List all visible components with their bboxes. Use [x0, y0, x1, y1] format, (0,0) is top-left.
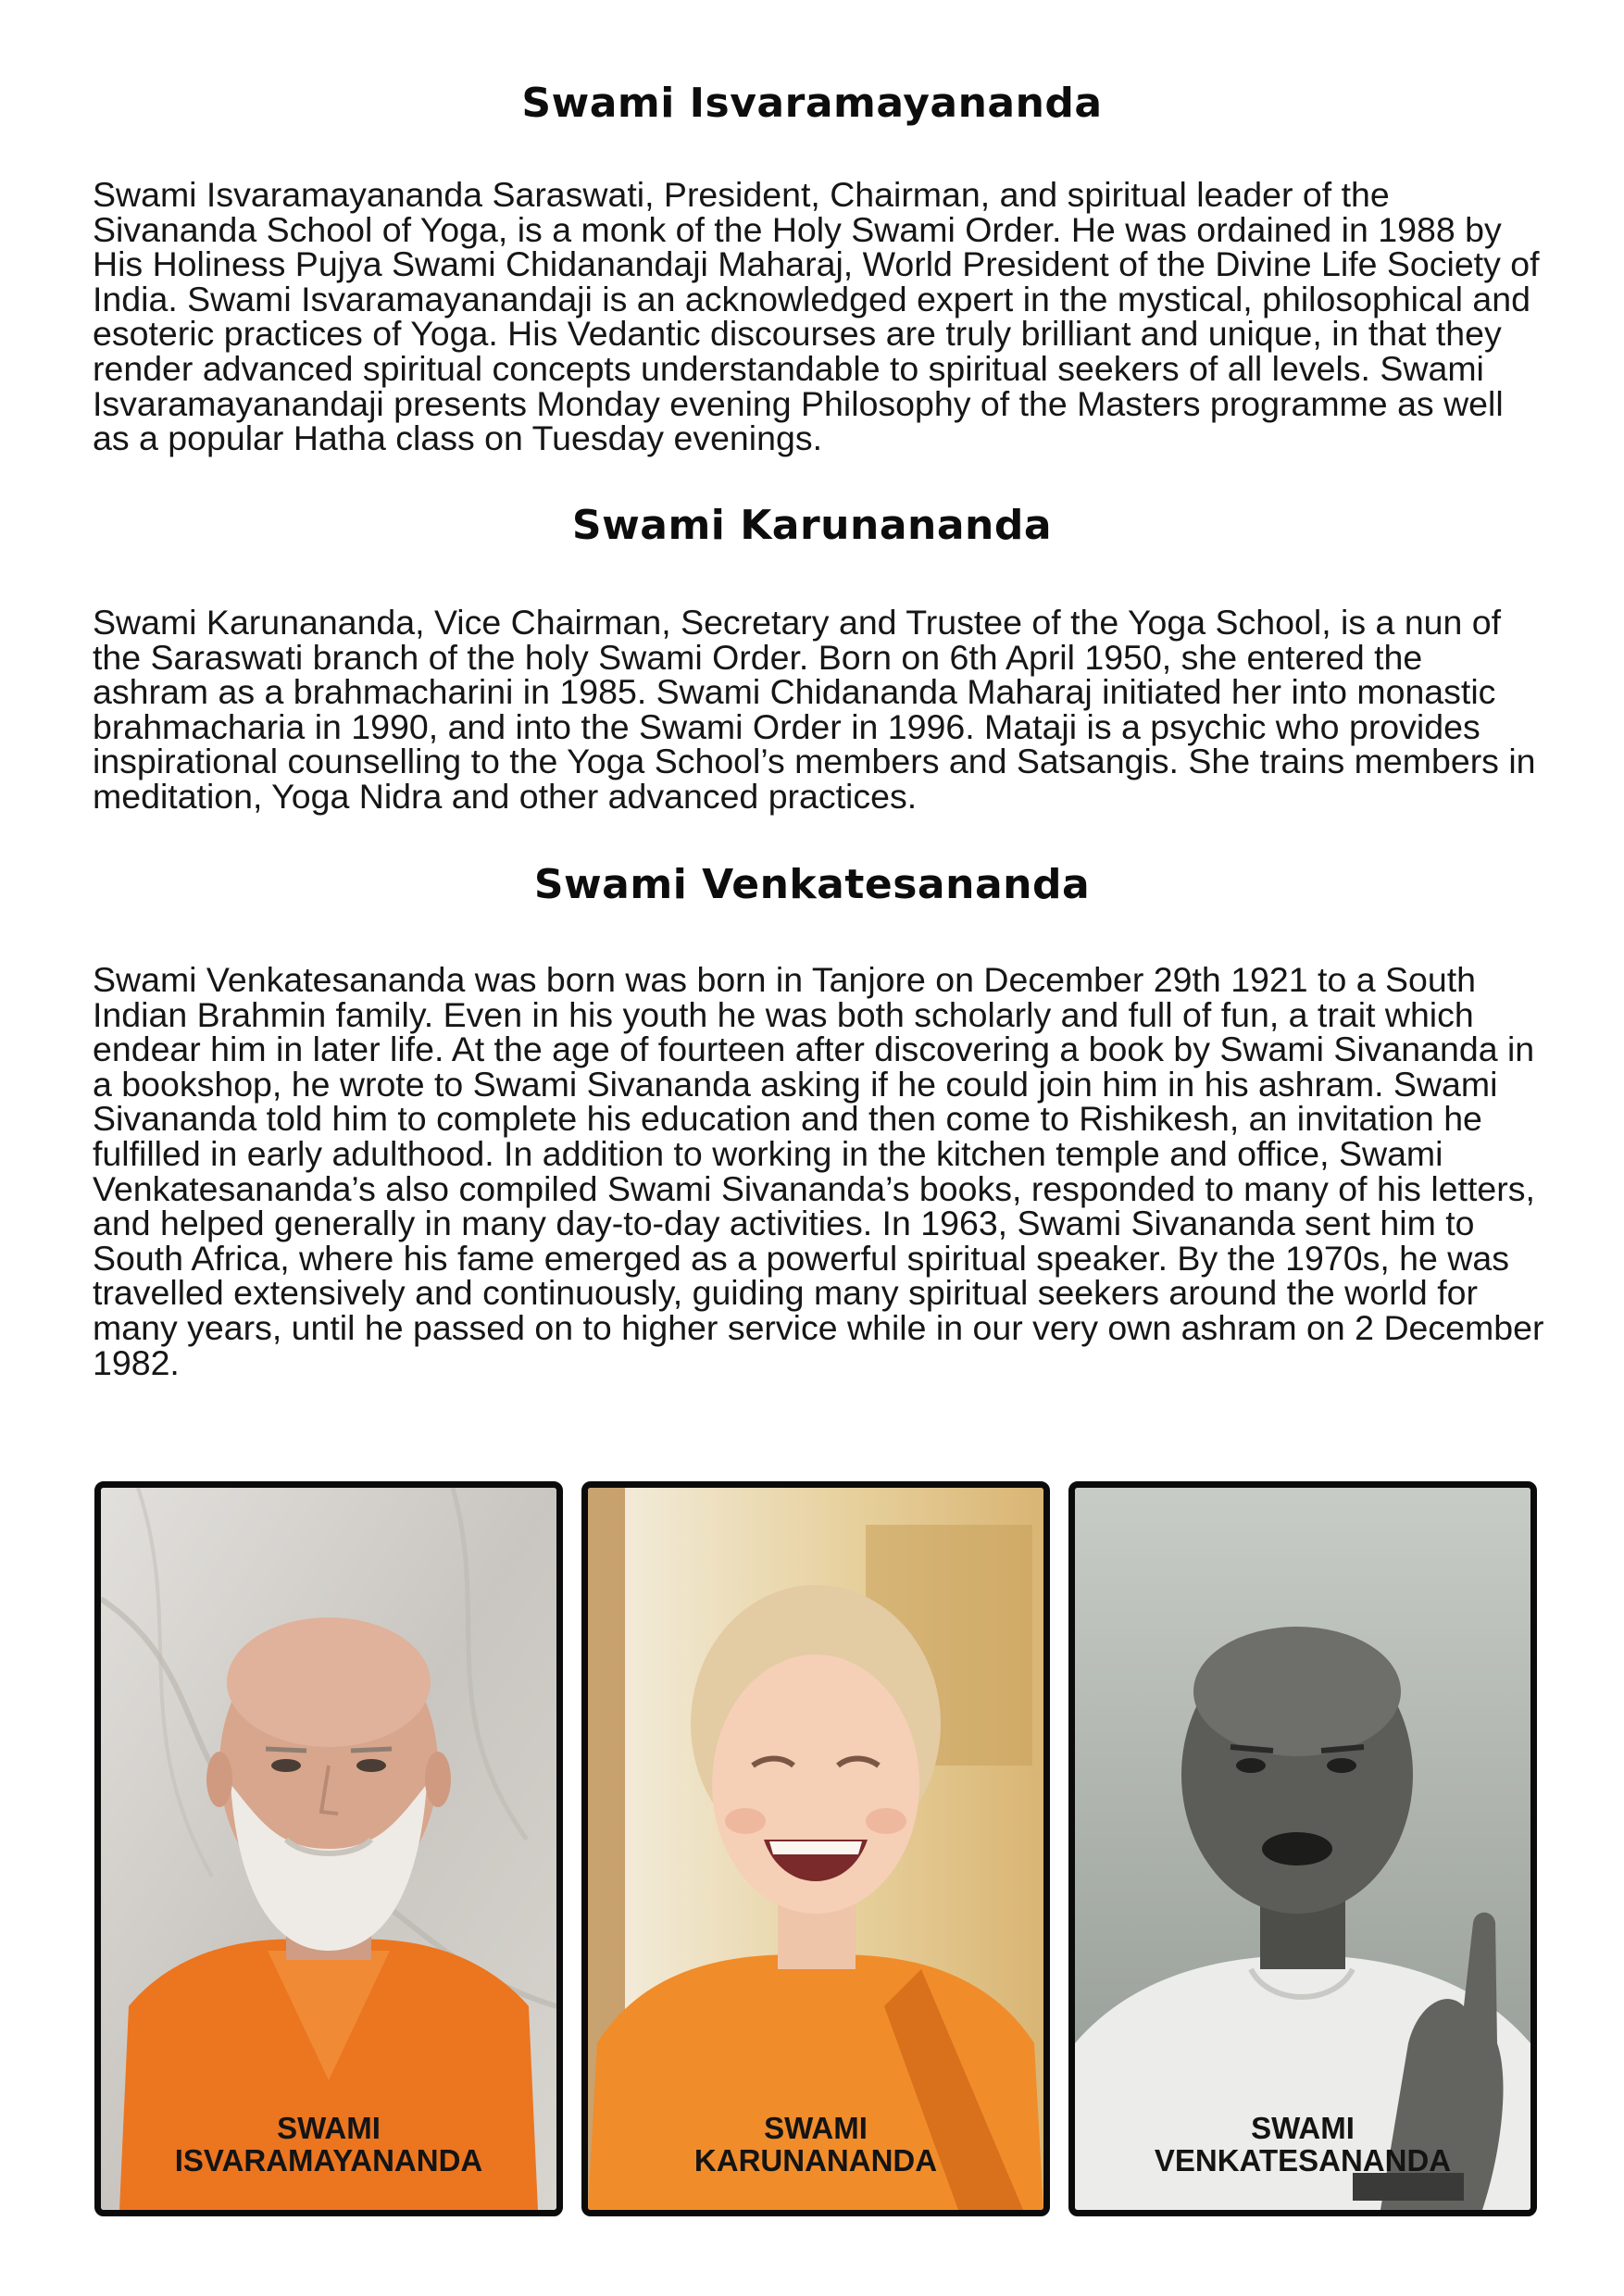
photo-card-venkatesananda: [1068, 1481, 1537, 2216]
section-title-karunananda: Swami Karunananda: [571, 502, 1053, 549]
caption-line-2: KARUNANANDA: [693, 2143, 938, 2177]
bio-karunananda: Swami Karunananda, Vice Chairman, Secretary and Trustee of the Yoga School, is a nun of the Saraswati branch of the holy Swami Order. Born on 6th April 1950, she entered the ashram as a brahmacharini in 1985. Swami Chidananda Maharaj initiated her into monastic brahmacharia in 1990, and into the Swami Order in 1996. Mataji is a psychic who provides inspirational counselling to the Yoga School’s members and Satsangis. She trains members in meditation, Yoga Nidra and other advanced practices.: [93, 603, 1536, 816]
photo-caption: [1075, 2112, 1530, 2177]
portrait-karunananda-image: [588, 1488, 1043, 2210]
caption-line-1: SWAMI: [277, 2111, 381, 2145]
portrait-isvaramayananda-image: [101, 1488, 556, 2210]
photo-card-isvaramayananda: [94, 1481, 563, 2216]
photo-card-karunananda: [581, 1481, 1050, 2216]
portrait-venkatesananda-image: [1075, 1488, 1530, 2210]
caption-line-2: ISVARAMAYANANDA: [174, 2143, 483, 2177]
photo-caption: [588, 2112, 1043, 2177]
photo-caption: [101, 2112, 556, 2177]
section-title-isvaramayananda: Swami Isvaramayananda: [521, 80, 1103, 127]
bio-venkatesananda: Swami Venkatesananda was born was born in Tanjore on December 29th 1921 to a South Indian Brahmin family. Even in his youth he was both scholarly and full of fun, a trait which endear him in later life. At the age of fourteen after discovering a book by Swami Sivananda in a bookshop, he wrote to Swami Sivananda asking if he could join him in his ashram. Swami Sivananda told him to complete his education and then come to Rishikesh, an invitation he fulfilled in early adulthood. In addition to working in the kitchen temple and office, Swami Venkatesananda’s also compiled Swami Sivananda’s books, responded to many of his letters, and helped generally in many day-to-day activities. In 1963, Swami Sivananda sent him to South Africa, where his fame emerged as a powerful spiritual speaker. By the 1970s, he was travelled extensively and continuously, guiding many spiritual seekers around the world for many years, until he passed on to higher service while in our very own ashram on 2 December 1982.: [93, 960, 1544, 1382]
caption-line-1: SWAMI: [1251, 2111, 1355, 2145]
caption-line-2: VENKATESANANDA: [1154, 2143, 1452, 2177]
section-title-venkatesananda: Swami Venkatesananda: [533, 861, 1091, 908]
caption-line-1: SWAMI: [764, 2111, 868, 2145]
bio-isvaramayananda: Swami Isvaramayananda Saraswati, President, Chairman, and spiritual leader of the Sivananda School of Yoga, is a monk of the Holy Swami Order. He was ordained in 1988 by His Holiness Pujya Swami Chidanandaji Maharaj, World President of the Divine Life Society of India. Swami Isvaramayanandaji is an acknowledged expert in the mystical, philosophical and esoteric practices of Yoga. His Vedantic discourses are truly brilliant and unique, in that they render advanced spiritual concepts understandable to spiritual seekers of all levels. Swami Isvaramayanandaji presents Monday evening Philosophy of the Masters programme as well as a popular Hatha class on Tuesday evenings.: [93, 175, 1540, 458]
